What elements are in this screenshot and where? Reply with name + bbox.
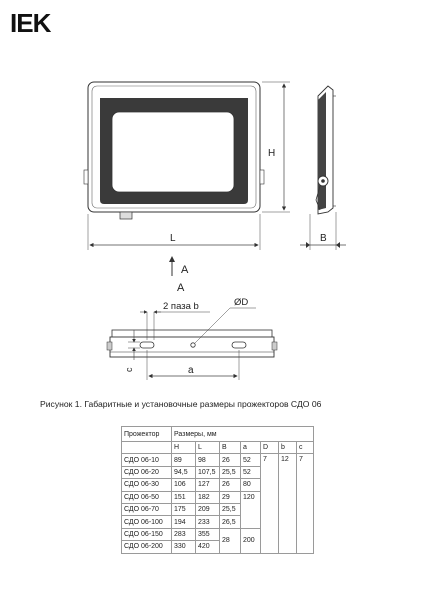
table-cell: 7 bbox=[261, 454, 279, 553]
product-cell: СДО 06-50 bbox=[122, 491, 172, 503]
column-header: B bbox=[220, 442, 241, 454]
bottom-view bbox=[107, 282, 277, 380]
table-cell: 29 bbox=[220, 491, 241, 503]
table-row bbox=[122, 454, 314, 466]
dimension-c-label: c bbox=[124, 367, 134, 372]
table-cell: 175 bbox=[172, 503, 196, 515]
cable-gland bbox=[120, 212, 132, 219]
column-header: H bbox=[172, 442, 196, 454]
diameter-label: ØD bbox=[234, 297, 249, 308]
product-cell: СДО 06-30 bbox=[122, 479, 172, 491]
product-cell: СДО 06-100 bbox=[122, 516, 172, 528]
table-cell: 26 bbox=[220, 479, 241, 491]
table-cell: 52 bbox=[241, 466, 261, 478]
mounting-slot-right bbox=[232, 342, 246, 348]
header-product: Прожектор bbox=[122, 427, 172, 442]
column-header: L bbox=[196, 442, 220, 454]
slots-label: 2 паза b bbox=[163, 301, 199, 312]
table-cell: 194 bbox=[172, 516, 196, 528]
product-cell: СДО 06-20 bbox=[122, 466, 172, 478]
table-cell: 80 bbox=[241, 479, 261, 491]
dimension-h-label: H bbox=[268, 148, 276, 159]
table-cell: 26 bbox=[220, 454, 241, 466]
table-cell: 420 bbox=[196, 541, 220, 553]
product-cell: СДО 06-10 bbox=[122, 454, 172, 466]
figure-caption: Рисунок 1. Габаритные и установочные размеры прожекторов СДО 06 bbox=[40, 399, 322, 409]
table-cell: 12 bbox=[279, 454, 297, 553]
column-header: D bbox=[261, 442, 279, 454]
table-cell: 355 bbox=[196, 528, 220, 540]
dimensions-table-body bbox=[122, 427, 314, 554]
table-cell: 120 bbox=[241, 491, 261, 528]
table-cell: 26,5 bbox=[220, 516, 241, 528]
column-header: c bbox=[297, 442, 314, 454]
table-cell bbox=[122, 442, 172, 454]
table-cell: 52 bbox=[241, 454, 261, 466]
table-cell: 283 bbox=[172, 528, 196, 540]
column-header: b bbox=[279, 442, 297, 454]
table-cell: 127 bbox=[196, 479, 220, 491]
table-cell: 330 bbox=[172, 541, 196, 553]
side-view bbox=[300, 86, 346, 250]
table-cell: 98 bbox=[196, 454, 220, 466]
product-cell: СДО 06-200 bbox=[122, 541, 172, 553]
table-cell: 182 bbox=[196, 491, 220, 503]
table-cell: 25,5 bbox=[220, 503, 241, 515]
view-marker-label: A bbox=[181, 264, 189, 276]
table-cell: 94,5 bbox=[172, 466, 196, 478]
product-cell: СДО 06-70 bbox=[122, 503, 172, 515]
table-cell: 200 bbox=[241, 528, 261, 553]
table-cell: 107,5 bbox=[196, 466, 220, 478]
logo-text: IEK bbox=[10, 8, 51, 38]
table-cell: 209 bbox=[196, 503, 220, 515]
dimension-a-label: a bbox=[188, 365, 194, 376]
front-glass bbox=[112, 112, 234, 192]
table-cell: 89 bbox=[172, 454, 196, 466]
header-dimensions: Размеры, мм bbox=[172, 427, 314, 442]
table-subheader-row bbox=[122, 442, 314, 454]
table-cell: 28 bbox=[220, 528, 241, 553]
table-cell: 151 bbox=[172, 491, 196, 503]
dimensions-table bbox=[121, 426, 314, 554]
bottom-view-title: A bbox=[177, 282, 185, 294]
column-header: a bbox=[241, 442, 261, 454]
mounting-hole bbox=[191, 343, 195, 347]
bracket-left bbox=[84, 170, 88, 184]
table-cell: 106 bbox=[172, 479, 196, 491]
table-cell: 7 bbox=[297, 454, 314, 553]
dimension-l-label: L bbox=[170, 233, 176, 244]
table-cell: 233 bbox=[196, 516, 220, 528]
mounting-slot-left bbox=[140, 342, 154, 348]
side-body-shade bbox=[318, 92, 326, 210]
table-cell: 25,5 bbox=[220, 466, 241, 478]
bracket-right bbox=[260, 170, 264, 184]
dimension-b-label: B bbox=[320, 233, 327, 244]
front-view bbox=[84, 82, 290, 276]
table-header-row bbox=[122, 427, 314, 442]
product-cell: СДО 06-150 bbox=[122, 528, 172, 540]
